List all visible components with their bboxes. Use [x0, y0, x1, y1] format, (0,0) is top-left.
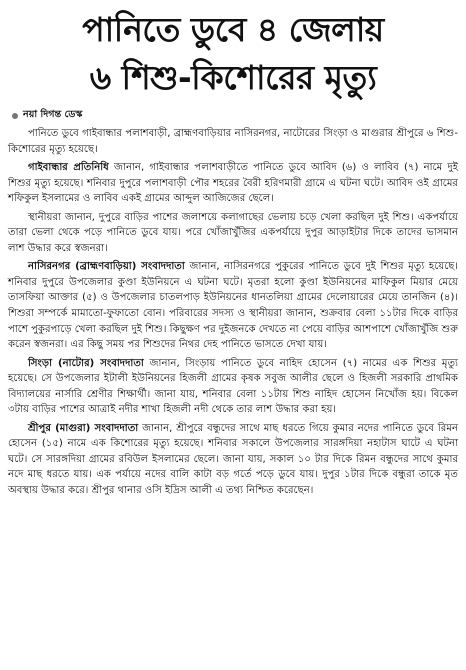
paragraph-sreepur	[8, 421, 458, 499]
byline	[8, 108, 458, 123]
paragraph-text: জানান, নাসিরনগরে পুকুরের পানিতে ডুবে দুই শিশুর মৃত্যু হয়েছে। শনিবার দুপুরে উপজেলার কুণ্ডা ইউনিয়নে এ ঘটনা ঘটে। মৃতরা হলো কুণ্ডা ইউনিয়নের মাফিকুল মিয়ার মেয়ে তাসফিয়া আক্তার (৫) ও উপজেলার চাতলপাড় ইউনিয়নের ধানতলিয়া গ্রামের দেলোয়ারের মেয়ে তানজিন (৪)। শিশুরা সম্পর্কে মামাতো-ফুফাতো বোন। পরিবারের সদস্য ও স্থানীয়রা জানান, শুক্রবার বেলা ১১টার দিকে বাড়ির পাশে পুকুরপাড়ে খেলা করছিল দুই শিশু। কিছুক্ষণ পর দুইজনকে দেখতে না পেয়ে বাড়ির আশপাশে খোঁজাখুঁজি শুরু করেন স্বজনরা। এর কিছু সময় পর শিশুদের নিথর দেহ পানিতে ভাসতে দেখা যায়।	[8, 261, 458, 351]
paragraph-gaibandha	[8, 160, 458, 207]
article-body	[8, 126, 458, 499]
paragraph-text: জানান, গাইবান্ধার পলাশবাড়ীতে পানিতে ডুবে আবিদ (৬) ও লাবিব (৭) নামে দুই শিশুর মৃত্যু হয়েছে। শনিবার দুপুরে পলাশবাড়ী পৌর শহরের বৈরী হরিণমারী গ্রামে এ ঘটনা ঘটে। আবিদ ওই গ্রামের শফিকুল ইসলামের ও লাবিব একই গ্রামের আব্দুল আজিজের ছেলে।	[8, 162, 458, 205]
paragraph-lead: গাইবান্ধার প্রতিনিধি	[28, 162, 109, 174]
paragraph-intro	[8, 126, 458, 157]
paragraph-lead: শ্রীপুর (মাগুরা) সংবাদদাতা	[28, 422, 139, 434]
bullet-icon	[12, 113, 18, 119]
paragraph-lead: সিংড়া (নাটোর) সংবাদদাতা	[28, 357, 144, 369]
paragraph-text: জানান, শ্রীপুরে বন্ধুদের সাথে মাছ ধরতে গিয়ে কুমার নদের পানিতে ডুবে রিমন হোসেন (১৫) নামে এক কিশোরের মৃত্যু হয়েছে। শনিবার সকালে উপজেলার সারঙ্গদিয়া নহাটাস ঘাটে এ ঘটনা ঘটে। সে সারঙ্গদিয়া গ্রামের রবিউল ইসলামের ছেলে। জানা যায়, সকাল ১০ টার দিকে রিমন বন্ধুদের সাথে কুমার নদে মাছ ধরতে যায়। এক পর্যায়ে নদের বালি কাটা বড় গর্তে পড়ে ডুবে যায়। দুপুর ১টার দিকে বন্ধুরা তাকে মৃত অবস্থায় উদ্ধার করে। শ্রীপুর থানার ওসি ইদ্রিস আলী এ তথ্য নিশ্চিত করেছেন।	[8, 422, 458, 497]
paragraph-lead: নাসিরনগর (ব্রাহ্মণবাড়িয়া) সংবাদদাতা	[28, 261, 185, 273]
byline-text: নয়া দিগন্ত ডেস্ক	[23, 109, 83, 120]
paragraph-nasirnagar	[8, 259, 458, 352]
paragraph-singra	[8, 356, 458, 418]
paragraph-text: পানিতে ডুবে গাইবান্ধার পলাশবাড়ী, ব্রাহ্মণবাড়িয়ার নাসিরনগর, নাটোরের সিংড়া ও মাগুরার শ্রীপুরে ৬ শিশু-কিশোরের মৃত্যু হয়েছে।	[8, 128, 458, 155]
paragraph-text: স্থানীয়রা জানান, দুপুরে বাড়ির পাশের জলাশয়ে কলাগাছের ভেলায় চড়ে খেলা করছিল দুই শিশু। একপর্যায়ে তারা ভেলা থেকে পড়ে পানিতে ডুবে যায়। পরে খোঁজাখুঁজির একপর্যায়ে দুপুর আড়াইটার দিকে তাদের ভাসমান লাশ উদ্ধার করে স্বজনরা।	[8, 211, 458, 254]
headline-line-1: পানিতে ডুবে ৪ জেলায়	[82, 10, 384, 49]
headline-line-2: ৬ শিশু-কিশোরের মৃত্যু	[89, 58, 377, 97]
paragraph-text: জানান, সিংড়ায় পানিতে ডুবে নাহিদ হোসেন (৭) নামের এক শিশুর মৃত্যু হয়েছে। সে উপজেলার ইটালী ইউনিয়নের হিজলী গ্রামের কৃষক সবুজ আলীর ছেলে ও হিজলী সরকারি প্রাথমিক বিদ্যালয়ের নার্সারি শ্রেণীর শিক্ষার্থী। জানা যায়, শনিবার বেলা ১১টায় শিশু নাহিদ হোসেন নিখোঁজ হয়। বিকেল ৩টায় বাড়ির পাশের আত্রাই নদীর শাখা হিজলী নদী থেকে তার লাশ উদ্ধার করা হয়।	[8, 357, 458, 416]
paragraph-gaibandha-2	[8, 210, 458, 257]
